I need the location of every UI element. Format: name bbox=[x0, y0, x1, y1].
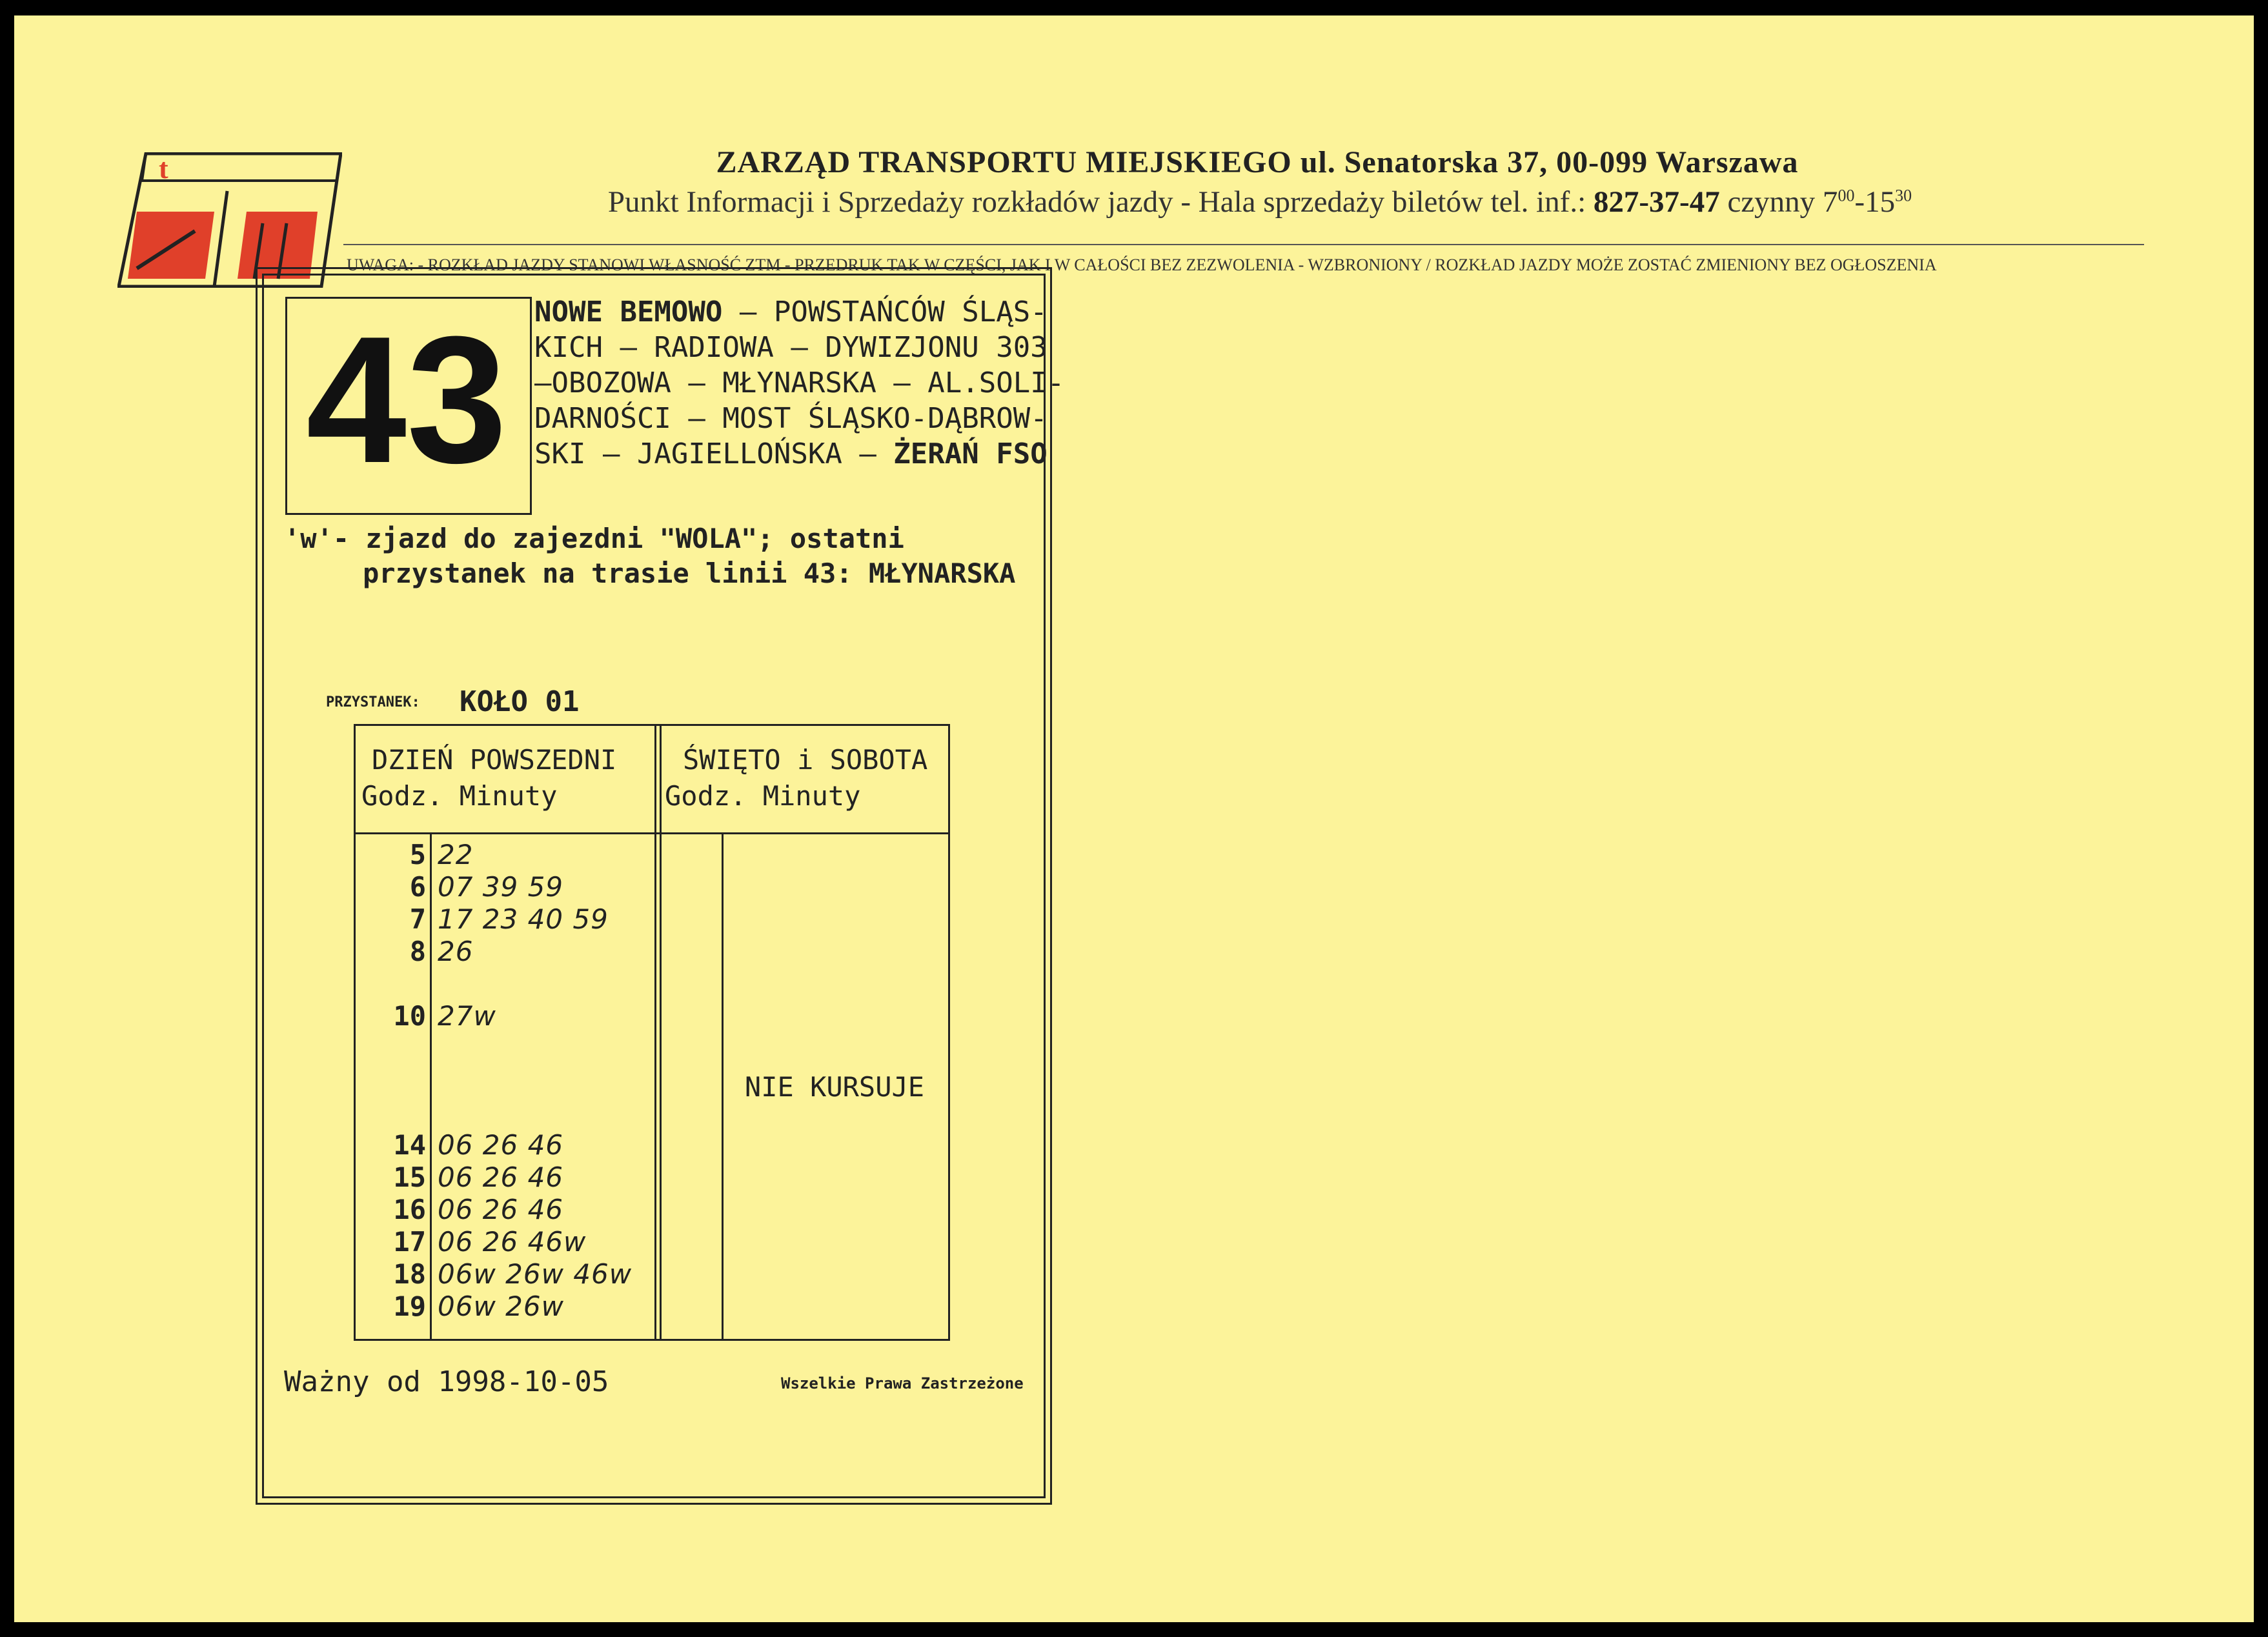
route-note bbox=[284, 521, 1039, 591]
copyright-notice: UWAGA: - ROZKŁAD JAZDY STANOWI WŁASNOŚĆ ZTM - PRZEDRUK TAK W CZĘŚCI, JAK I W CAŁOŚCI BEZ ZEZWOLENIA - WZBRONIONY / ROZKŁAD JAZDY MOŻE ZOSTAĆ ZMIENIONY BEZ OGŁOSZENIA bbox=[347, 256, 1937, 274]
weekday-hour-rule bbox=[430, 832, 432, 1341]
header-info bbox=[518, 185, 2002, 219]
holiday-status: NIE KURSUJE bbox=[744, 1071, 925, 1103]
route-text: SKI – JAGIELLOŃSKA – bbox=[534, 437, 894, 470]
org-name: ZARZĄD TRANSPORTU MIEJSKIEGO bbox=[716, 145, 1292, 179]
row-minutes: 06 26 46 bbox=[438, 1129, 564, 1161]
row-hour: 16 bbox=[393, 1194, 426, 1225]
holiday-title: ŚWIĘTO i SOBOTA bbox=[683, 744, 928, 776]
row-hour: 17 bbox=[393, 1226, 426, 1258]
row-hour: 6 bbox=[409, 871, 426, 903]
route-text: DARNOŚCI – MOST ŚLĄSKO-DĄBROW- bbox=[534, 402, 1048, 435]
row-minutes: 07 39 59 bbox=[438, 871, 564, 903]
info-phone: 827-37-47 bbox=[1593, 185, 1720, 219]
weekday-subtitle: Godz. Minuty bbox=[361, 780, 558, 812]
route-text: – POWSTAŃCÓW ŚLĄS- bbox=[722, 296, 1048, 328]
line-number: 43 bbox=[306, 299, 507, 501]
route-line bbox=[534, 401, 1064, 436]
row-hour: 5 bbox=[409, 839, 426, 870]
table-divider bbox=[660, 724, 662, 1341]
holiday-subtitle: Godz. Minuty bbox=[665, 780, 861, 812]
route-line bbox=[534, 436, 1064, 472]
row-minutes: 22 bbox=[438, 839, 474, 870]
row-minutes: 06 26 46 bbox=[438, 1194, 564, 1225]
stop-name: KOŁO 01 bbox=[460, 685, 580, 718]
table-divider bbox=[654, 724, 656, 1341]
note-line-2: przystanek na trasie linii 43: MŁYNARSKA bbox=[363, 557, 1016, 589]
svg-text:t: t bbox=[159, 153, 168, 185]
hours-sup-start: 00 bbox=[1838, 186, 1855, 205]
row-hour: 19 bbox=[393, 1291, 426, 1322]
weekday-title: DZIEŃ POWSZEDNI bbox=[372, 744, 617, 776]
row-minutes: 06w 26w 46w bbox=[438, 1258, 633, 1290]
row-minutes: 27w bbox=[438, 1000, 496, 1032]
row-hour: 18 bbox=[393, 1258, 426, 1290]
row-hour: 8 bbox=[409, 936, 426, 967]
route-line bbox=[534, 294, 1064, 330]
route-description bbox=[534, 294, 1064, 472]
route-end: ŻERAŃ FSO bbox=[893, 437, 1048, 470]
table-header-rule bbox=[354, 832, 950, 834]
row-hour: 7 bbox=[409, 903, 426, 935]
hours-prefix: czynny 7 bbox=[1727, 185, 1838, 219]
row-hour: 14 bbox=[393, 1129, 426, 1161]
route-start: NOWE BEMOWO bbox=[534, 296, 723, 328]
row-minutes: 06w 26w bbox=[438, 1291, 564, 1322]
header-divider bbox=[343, 244, 2144, 245]
header-title bbox=[657, 145, 1858, 180]
note-line-1: 'w'- zjazd do zajezdni "WOLA"; ostatni bbox=[284, 523, 904, 554]
row-minutes: 17 23 40 59 bbox=[438, 903, 609, 935]
hours-mid: -15 bbox=[1854, 185, 1896, 219]
valid-from: Ważny od 1998-10-05 bbox=[284, 1365, 609, 1398]
row-minutes: 06 26 46w bbox=[438, 1226, 587, 1258]
route-line bbox=[534, 365, 1064, 401]
info-text: Punkt Informacji i Sprzedaży rozkładów jazdy - Hala sprzedaży biletów tel. inf.: bbox=[607, 185, 1586, 219]
hours-sup-end: 30 bbox=[1895, 186, 1912, 205]
route-text: KICH – RADIOWA – DYWIZJONU 303 bbox=[534, 331, 1048, 364]
row-minutes: 26 bbox=[438, 936, 474, 967]
route-text: –OBOZOWA – MŁYNARSKA – AL.SOLI- bbox=[534, 367, 1065, 399]
row-minutes: 06 26 46 bbox=[438, 1161, 564, 1193]
rights-notice: Wszelkie Prawa Zastrzeżone bbox=[781, 1374, 1024, 1392]
route-line bbox=[534, 330, 1064, 365]
org-address: ul. Senatorska 37, 00-099 Warszawa bbox=[1300, 145, 1799, 179]
row-hour: 10 bbox=[393, 1000, 426, 1032]
stop-label: PRZYSTANEK: bbox=[326, 694, 420, 710]
row-hour: 15 bbox=[393, 1161, 426, 1193]
